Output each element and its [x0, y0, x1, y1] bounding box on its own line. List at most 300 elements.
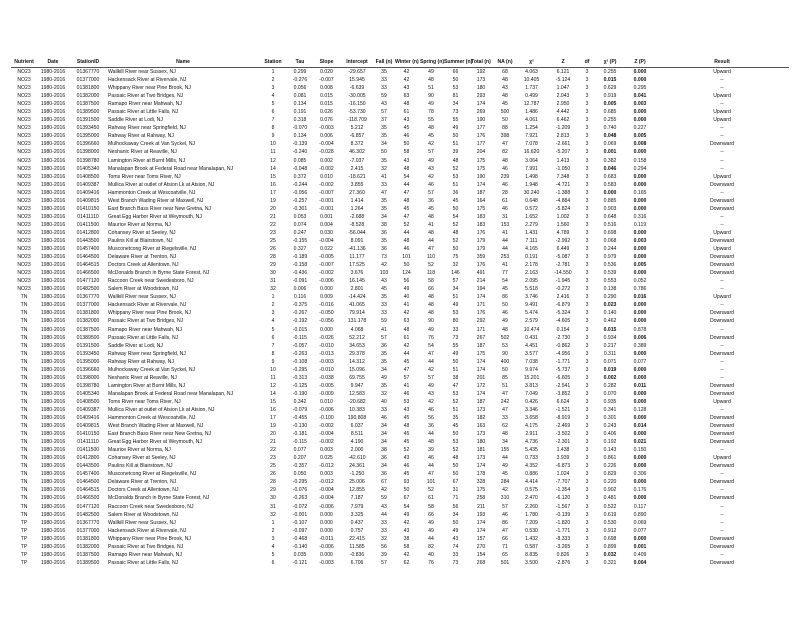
cell-station: 25: [270, 237, 276, 244]
cell-slope: 0.000: [320, 326, 333, 333]
cell-fall-n: 33: [381, 310, 387, 317]
cell-slope: 0.025: [320, 455, 333, 462]
cell-fall-n: 33: [381, 302, 387, 309]
cell-chi-square: 3.577: [525, 350, 538, 357]
cell-nutrient: NO23: [17, 149, 31, 156]
cell-nutrient: NO23: [17, 189, 31, 196]
cell-z: -4.884: [555, 197, 571, 204]
table-row: [11, 285, 789, 293]
cell-total-n: 163: [476, 423, 486, 430]
cell-summer-n: 52: [452, 237, 459, 244]
cell-df: 3: [585, 439, 589, 446]
cell-fall-n: 46: [381, 415, 387, 422]
cell-name: Cohansey River at Seeley, NJ: [108, 229, 176, 236]
cell-tau: -0.115: [292, 334, 308, 341]
cell-total-n: 187: [476, 398, 486, 405]
cell-station-id: 01389500: [76, 109, 100, 116]
cell-station: 5: [271, 101, 275, 108]
cell-df: 3: [585, 189, 589, 196]
cell-chi-square: 5.435: [525, 447, 538, 454]
cell-total-n: 173: [476, 431, 486, 438]
cell-station: 14: [270, 390, 276, 397]
cell-slope: -0.006: [319, 503, 334, 510]
cell-total-n: 258: [476, 495, 486, 502]
cell-summer-n: 50: [452, 431, 459, 438]
cell-z: -1.820: [555, 519, 571, 526]
cell-z-p: 0.000: [633, 117, 647, 124]
cell-nutrient: TN: [20, 463, 28, 470]
cell-intercept: 11.177: [349, 254, 365, 261]
cell-intercept: 0.757: [350, 527, 364, 534]
cell-chi-square: 0.886: [525, 471, 538, 478]
cell-total-n: 176: [476, 262, 486, 269]
cell-fall-n: 34: [381, 213, 387, 220]
cell-nutrient: TN: [20, 350, 28, 357]
cell-chi-square-p: 0.903: [603, 205, 617, 212]
cell-station-id: 01409815: [76, 197, 100, 204]
table-row: [11, 519, 789, 527]
cell-result: --: [720, 302, 724, 309]
cell-z: -5.124: [555, 77, 571, 84]
column-header-station-id: StationID: [76, 59, 100, 65]
cell-nutrient: TN: [20, 431, 28, 438]
cell-total-n: 174: [476, 390, 486, 397]
cell-station: 17: [270, 415, 276, 422]
cell-date: 1980-2016: [40, 390, 66, 397]
cell-tau: 0.191: [293, 109, 307, 116]
cell-intercept: 46.302: [349, 149, 365, 156]
cell-chi-square-p: 0.902: [603, 487, 617, 494]
cell-station-id: 01393450: [76, 350, 100, 357]
cell-summer-n: 52: [452, 165, 459, 172]
cell-na-n: 44: [502, 455, 508, 462]
cell-chi-square-p: 0.619: [603, 511, 617, 518]
cell-tau: -0.158: [292, 262, 308, 269]
table-row: [11, 543, 789, 551]
cell-result: Upward: [713, 398, 731, 405]
cell-total-n: 175: [476, 157, 486, 164]
cell-df: 3: [585, 398, 589, 405]
table-row: [11, 301, 789, 309]
cell-result: Upward: [713, 229, 731, 236]
cell-spring-n: 48: [428, 213, 434, 220]
cell-station-id: 01409387: [76, 181, 100, 188]
cell-z: 3.939: [556, 455, 570, 462]
cell-tau: 0.006: [293, 286, 307, 293]
cell-z-p: 0.069: [633, 519, 647, 526]
cell-winter-n: 42: [403, 519, 410, 526]
cell-tau: -0.295: [292, 479, 308, 486]
cell-tau: -0.076: [292, 487, 308, 494]
cell-chi-square-p: 0.516: [603, 221, 617, 228]
cell-total-n: 211: [476, 503, 486, 510]
cell-winter-n: 50: [403, 141, 410, 148]
table-row: [11, 181, 789, 189]
cell-chi-square: 2.279: [525, 221, 538, 228]
cell-chi-square: 7.209: [525, 519, 538, 526]
cell-na-n: 284: [500, 479, 510, 486]
cell-result: --: [720, 149, 724, 156]
cell-tau: -0.015: [292, 326, 308, 333]
cell-date: 1980-2016: [40, 350, 66, 357]
cell-z-p: 0.000: [633, 109, 647, 116]
cell-na-n: 53: [502, 342, 508, 349]
cell-nutrient: TN: [20, 390, 28, 397]
column-header-station: Station: [264, 59, 282, 65]
cell-fall-n: 40: [381, 398, 387, 405]
cell-na-n: 85: [502, 374, 508, 381]
cell-df: 3: [585, 133, 589, 140]
cell-tau: -0.295: [292, 366, 308, 373]
cell-nutrient: NO23: [17, 133, 31, 140]
cell-tau: -0.091: [292, 278, 308, 285]
cell-summer-n: 33: [452, 551, 459, 558]
cell-intercept: 34.653: [349, 342, 365, 349]
cell-z-p: 0.389: [633, 342, 647, 349]
cell-summer-n: 32: [452, 262, 459, 269]
cell-df: 3: [585, 366, 589, 373]
cell-result: Downward: [709, 270, 735, 277]
cell-chi-square: 0.587: [525, 543, 538, 550]
cell-intercept: -30.005: [348, 93, 366, 100]
cell-tau: -0.130: [292, 423, 308, 430]
cell-fall-n: 35: [381, 294, 387, 301]
cell-station: 1: [271, 294, 275, 301]
cell-winter-n: 52: [403, 447, 410, 454]
cell-result: Downward: [709, 415, 735, 422]
cell-station-id: 01391500: [76, 342, 100, 349]
cell-date: 1980-2016: [40, 141, 66, 148]
cell-result: Downward: [709, 535, 735, 542]
cell-slope: 0.002: [320, 157, 333, 164]
table-row: [11, 68, 789, 77]
cell-spring-n: 82: [428, 543, 434, 550]
cell-chi-square-p: 0.032: [603, 551, 617, 558]
cell-fall-n: 59: [381, 318, 387, 325]
cell-tau: 0.116: [293, 294, 307, 301]
cell-intercept: -56.044: [348, 229, 366, 236]
cell-nutrient: NO23: [17, 85, 31, 92]
cell-chi-square-p: 0.583: [603, 181, 617, 188]
cell-intercept: 17.525: [349, 262, 365, 269]
cell-chi-square-p: 0.539: [603, 270, 617, 277]
cell-date: 1980-2016: [40, 181, 66, 188]
cell-result: Downward: [709, 181, 735, 188]
cell-na-n: 47: [502, 406, 508, 413]
cell-slope: -0.001: [319, 205, 334, 212]
cell-intercept: 22.415: [349, 535, 365, 542]
cell-station-id: 01464500: [76, 479, 100, 486]
cell-slope: -0.002: [319, 423, 334, 430]
table-row: [11, 535, 789, 543]
cell-spring-n: 46: [428, 455, 434, 462]
cell-chi-square: 7.921: [525, 133, 538, 140]
cell-summer-n: 50: [452, 77, 459, 84]
cell-nutrient: NO23: [17, 117, 31, 124]
cell-nutrient: TP: [20, 519, 28, 526]
cell-chi-square-p: 0.071: [603, 358, 617, 365]
cell-na-n: 61: [502, 197, 508, 204]
cell-summer-n: 49: [452, 350, 459, 357]
cell-fall-n: 35: [381, 197, 387, 204]
cell-spring-n: 44: [428, 535, 434, 542]
cell-station: 17: [270, 189, 276, 196]
cell-na-n: 500: [500, 109, 510, 116]
cell-total-n: 171: [476, 326, 486, 333]
cell-z-p: 0.306: [633, 471, 647, 478]
cell-date: 1980-2016: [40, 551, 66, 558]
cell-name: Salem River at Woodstown, NJ: [108, 286, 179, 293]
cell-nutrient: NO23: [17, 77, 31, 84]
cell-name: Raccoon Creek near Swedesboro, NJ: [108, 278, 194, 285]
cell-chi-square: 5.474: [525, 310, 538, 317]
cell-name: Toms River near Toms River, NJ: [108, 173, 181, 180]
cell-name: Hackensack River at Rivervale, NJ: [108, 302, 187, 309]
cell-station-id: 01411500: [76, 447, 100, 454]
cell-fall-n: 34: [381, 431, 387, 438]
cell-z-p: 0.878: [633, 326, 647, 333]
cell-z-p: 0.041: [633, 93, 647, 100]
cell-fall-n: 35: [381, 157, 387, 164]
cell-fall-n: 35: [381, 125, 387, 132]
cell-fall-n: 73: [381, 254, 387, 261]
cell-date: 1980-2016: [40, 69, 66, 75]
column-header-nutrient: Nutrient: [14, 59, 34, 65]
cell-station-id: 01382000: [76, 93, 100, 100]
cell-total-n: 181: [476, 447, 486, 454]
cell-fall-n: 50: [381, 149, 387, 156]
cell-na-n: 62: [502, 423, 508, 430]
cell-station-id: 01389500: [76, 334, 100, 341]
table-row: [11, 470, 789, 478]
cell-station-id: 01464515: [76, 262, 100, 269]
cell-date: 1980-2016: [40, 165, 66, 172]
cell-chi-square-p: 0.382: [603, 157, 617, 164]
cell-station: 6: [271, 334, 275, 341]
cell-nutrient: TN: [20, 471, 28, 478]
cell-station-id: 01477120: [76, 503, 100, 510]
cell-df: 3: [585, 551, 589, 558]
cell-date: 1980-2016: [40, 471, 66, 478]
cell-z: -8.333: [555, 535, 571, 542]
cell-name: Salem River at Woodstown, NJ: [108, 511, 179, 518]
cell-z: -1.771: [555, 527, 571, 534]
cell-summer-n: 48: [452, 455, 459, 462]
table-row: [11, 559, 789, 567]
cell-date: 1980-2016: [40, 455, 66, 462]
cell-station-id: 01409387: [76, 406, 100, 413]
cell-slope: -0.012: [319, 479, 334, 486]
cell-winter-n: 46: [403, 246, 410, 253]
cell-date: 1980-2016: [40, 495, 66, 502]
cell-df: 3: [585, 543, 589, 550]
cell-slope: -0.005: [319, 254, 334, 261]
cell-station-id: 01387500: [76, 101, 100, 108]
cell-z-p: 0.077: [633, 527, 647, 534]
table-row: [11, 382, 789, 390]
cell-name: Lamington River at Burnt Mills, NJ: [108, 382, 185, 389]
cell-z-p: 0.005: [633, 133, 647, 140]
cell-z: -2.661: [555, 141, 571, 148]
cell-nutrient: NO23: [17, 101, 31, 108]
cell-df: 3: [585, 246, 589, 253]
cell-winter-n: 43: [403, 527, 410, 534]
cell-na-n: 155: [500, 447, 510, 454]
cell-z: -1.945: [555, 278, 571, 285]
cell-fall-n: 35: [381, 133, 387, 140]
cell-station-id: 01377000: [76, 302, 100, 309]
table-row: [11, 76, 789, 84]
cell-slope: 0.009: [320, 294, 333, 301]
cell-nutrient: TN: [20, 479, 28, 486]
cell-slope: -0.005: [319, 382, 334, 389]
table-row: [11, 334, 789, 342]
cell-station: 32: [270, 286, 276, 293]
cell-fall-n: 67: [381, 479, 387, 486]
cell-total-n: 174: [476, 366, 486, 373]
cell-summer-n: 73: [452, 334, 459, 341]
cell-tau: 0.327: [293, 246, 307, 253]
cell-fall-n: 34: [381, 423, 387, 430]
cell-z-p: 0.000: [633, 173, 647, 180]
cell-winter-n: 42: [403, 342, 410, 349]
cell-spring-n: 66: [428, 286, 434, 293]
cell-total-n: 175: [476, 205, 486, 212]
cell-spring-n: 47: [428, 471, 434, 478]
cell-chi-square-p: 0.048: [603, 133, 617, 140]
cell-df: 3: [585, 527, 589, 534]
cell-winter-n: 48: [403, 237, 410, 244]
cell-chi-square: 9.491: [525, 302, 538, 309]
cell-name: West Branch Wading River at Maxwell, NJ: [108, 197, 204, 204]
cell-intercept: 24.361: [349, 463, 365, 470]
cell-winter-n: 49: [403, 511, 410, 518]
cell-chi-square: 7.049: [525, 390, 538, 397]
cell-chi-square-p: 0.002: [603, 374, 617, 381]
cell-df: 3: [585, 503, 589, 510]
cell-df: 3: [585, 173, 589, 180]
cell-spring-n: 49: [428, 157, 434, 164]
cell-z-p: 0.006: [633, 334, 647, 341]
cell-summer-n: 67: [452, 479, 459, 486]
cell-station-id: 01398780: [76, 157, 100, 164]
cell-slope: -0.002: [319, 439, 334, 446]
cell-chi-square: 1.254: [525, 125, 538, 132]
table-row: [11, 213, 789, 221]
cell-intercept: 190.808: [347, 415, 367, 422]
cell-station: 9: [271, 133, 275, 140]
cell-slope: 0.006: [320, 133, 333, 140]
cell-z: -6.120: [555, 495, 571, 502]
cell-slope: 0.015: [320, 101, 333, 108]
cell-chi-square-p: 0.829: [603, 471, 617, 478]
cell-result: --: [720, 278, 724, 285]
cell-date: 1980-2016: [40, 149, 66, 156]
cell-df: 3: [585, 157, 589, 164]
cell-tau: -0.313: [292, 374, 308, 381]
cell-date: 1980-2016: [40, 213, 66, 220]
cell-winter-n: 57: [403, 374, 410, 381]
cell-df: 3: [585, 165, 589, 172]
cell-intercept: 4.190: [350, 439, 364, 446]
table-row: [11, 486, 789, 494]
cell-winter-n: 48: [403, 423, 410, 430]
cell-chi-square: 4.451: [525, 342, 538, 349]
cell-slope: 0.010: [320, 398, 333, 405]
cell-spring-n: 43: [428, 390, 434, 397]
cell-chi-square-p: 0.220: [603, 479, 617, 486]
cell-spring-n: 48: [428, 77, 434, 84]
cell-summer-n: 31: [452, 487, 459, 494]
cell-station-id: 01405340: [76, 165, 100, 172]
cell-nutrient: TN: [20, 455, 28, 462]
cell-date: 1980-2016: [40, 85, 66, 92]
cell-total-n: 179: [476, 246, 486, 253]
cell-nutrient: TN: [20, 447, 28, 454]
cell-spring-n: 44: [428, 237, 434, 244]
cell-df: 3: [585, 374, 589, 381]
cell-total-n: 176: [476, 310, 486, 317]
cell-chi-square-p: 0.255: [603, 69, 617, 75]
cell-na-n: 153: [500, 221, 510, 228]
cell-tau: -0.240: [292, 149, 308, 156]
cell-station-id: 01395000: [76, 133, 100, 140]
cell-nutrient: TN: [20, 398, 28, 405]
table-row: [11, 390, 789, 398]
cell-nutrient: NO23: [17, 229, 31, 236]
cell-na-n: 54: [502, 278, 508, 285]
cell-spring-n: 58: [428, 503, 434, 510]
cell-station-id: 01412800: [76, 455, 100, 462]
cell-winter-n: 45: [403, 358, 410, 365]
cell-na-n: 31: [502, 213, 508, 220]
cell-nutrient: TN: [20, 374, 28, 381]
cell-slope: -0.056: [319, 318, 334, 325]
cell-station: 9: [271, 358, 275, 365]
cell-date: 1980-2016: [40, 189, 66, 196]
cell-na-n: 50: [502, 302, 508, 309]
cell-na-n: 71: [502, 543, 508, 550]
cell-intercept: 9.947: [350, 382, 364, 389]
cell-station-id: 01396660: [76, 141, 100, 148]
cell-date: 1980-2016: [40, 447, 66, 454]
cell-z-p: 0.003: [633, 237, 647, 244]
cell-tau: -0.189: [292, 254, 308, 261]
cell-name: Doctors Creek at Allentown, NJ: [108, 487, 179, 494]
cell-chi-square: 10.474: [523, 326, 540, 333]
cell-spring-n: 48: [428, 229, 434, 236]
cell-nutrient: TN: [20, 382, 28, 389]
cell-date: 1980-2016: [40, 334, 66, 341]
cell-z-p: 0.000: [633, 69, 647, 75]
cell-chi-square-p: 0.143: [603, 447, 617, 454]
cell-chi-square-p: 0.979: [603, 254, 617, 261]
cell-nutrient: NO23: [17, 246, 31, 253]
cell-total-n: 178: [476, 471, 486, 478]
cell-spring-n: 48: [428, 125, 434, 132]
table-header-row: [11, 57, 789, 68]
cell-z: -5.087: [555, 254, 571, 261]
cell-slope: 0.003: [320, 447, 333, 454]
cell-na-n: 34: [502, 439, 508, 446]
cell-tau: -0.079: [292, 406, 308, 413]
cell-chi-square-p: 0.046: [603, 165, 617, 172]
cell-total-n: 174: [476, 358, 486, 365]
table-row: [11, 462, 789, 470]
cell-df: 3: [585, 382, 589, 389]
cell-name: Paulins Kill at Blairstown, NJ: [108, 237, 173, 244]
cell-slope: -0.003: [319, 559, 334, 566]
